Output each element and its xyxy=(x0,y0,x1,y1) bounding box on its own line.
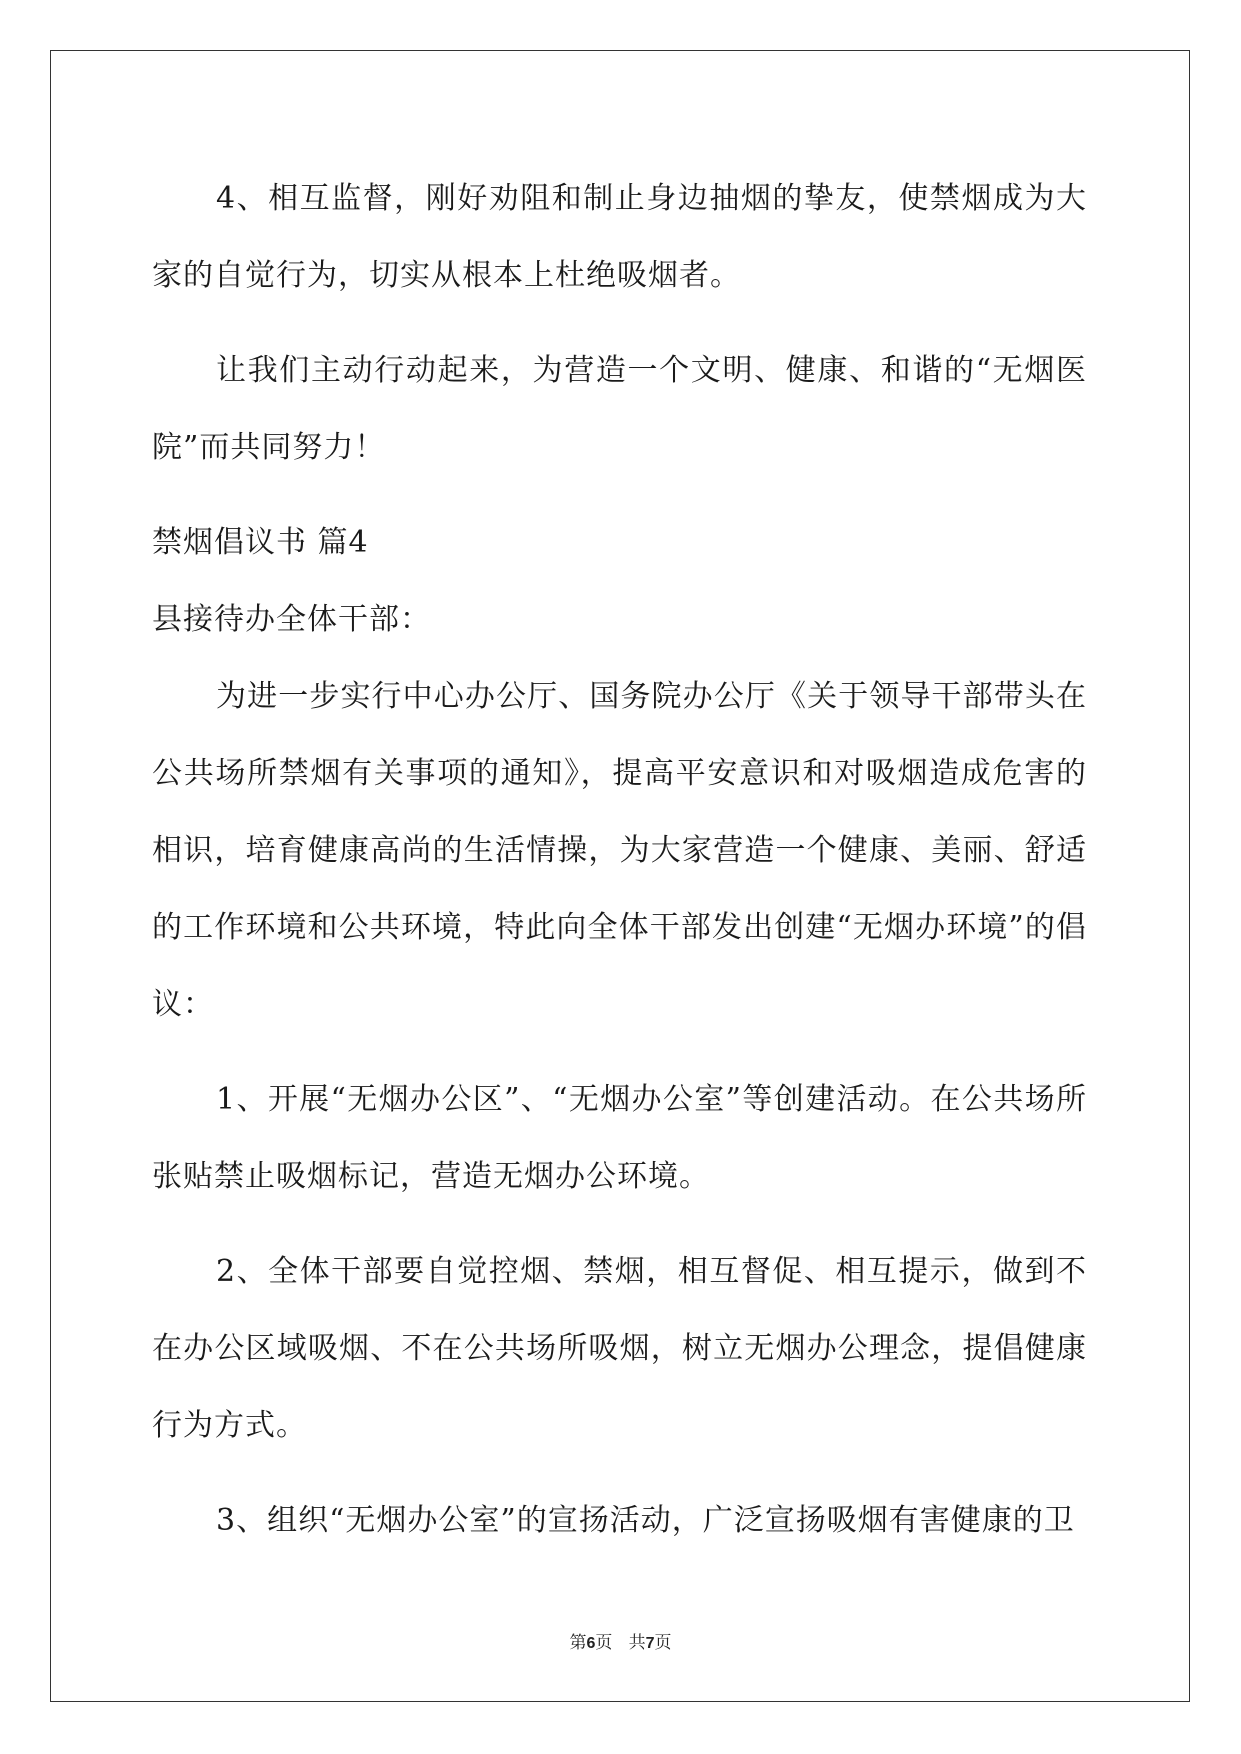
footer-prefix: 第 xyxy=(569,1633,587,1653)
paragraph-item-3: 3、组织“无烟办公室”的宣扬活动，广泛宣扬吸烟有害健康的卫 xyxy=(216,1503,1075,1538)
paragraph-intro: 为进一步实行中心办公厅、国务院办公厅《关于领导干部带头在公共场所禁烟有关事项的通知》，提高平安意识和对吸烟造成危害的相识，培育健康高尚的生活情操，为大家营造一个健康、美丽、舒适的工作环境和公共环境，特此向全体干部发出创建“无烟办环境”的倡议： xyxy=(152,679,1087,1022)
footer-suffix: 页 xyxy=(654,1633,672,1653)
paragraph-item-2: 2、全体干部要自觉控烟、禁烟，相互督促、相互提示，做到不在办公区域吸烟、不在公共场所吸烟，树立无烟办公理念，提倡健康行为方式。 xyxy=(152,1254,1087,1443)
salutation: 县接待办全体干部： xyxy=(152,602,431,637)
footer-middle: 页 共 xyxy=(595,1633,646,1653)
current-page-number: 6 xyxy=(586,1635,596,1652)
section-heading: 禁烟倡议书 篇4 xyxy=(152,525,369,560)
page-footer xyxy=(0,1628,1241,1653)
total-pages-number: 7 xyxy=(645,1635,655,1652)
paragraph-item-1: 1、开展“无烟办公区”、“无烟办公室”等创建活动。在公共场所张贴禁止吸烟标记，营造无烟办公环境。 xyxy=(152,1082,1087,1194)
paragraph-item-4: 4、相互监督，刚好劝阻和制止身边抽烟的挚友，使禁烟成为大家的自觉行为，切实从根本上杜绝吸烟者。 xyxy=(152,181,1087,293)
document-body xyxy=(152,160,1087,1577)
paragraph-closing-call: 让我们主动行动起来，为营造一个文明、健康、和谐的“无烟医院”而共同努力！ xyxy=(152,353,1087,465)
